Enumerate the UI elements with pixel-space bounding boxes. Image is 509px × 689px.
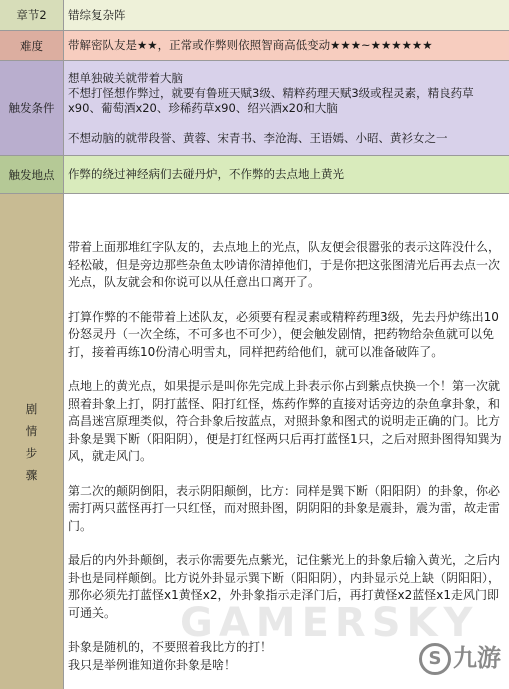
- trigger-condition-line: 不想打怪想作弊过，就要有鲁班天赋3级、精粹药理天赋3级或程灵素，精良药草x90、葡萄酒x20、珍稀药草x90、绍兴酒x20和大脑: [68, 86, 474, 115]
- chapter-value: 错综复杂阵: [64, 0, 509, 30]
- step-paragraph-note: 卦象是随机的，不要照着我比方的打！ 我只是举例谁知道你卦象是啥！: [68, 640, 273, 672]
- steps-label-char: 步: [25, 445, 38, 460]
- trigger-location-label: 触发地点: [0, 156, 64, 193]
- row-difficulty: [0, 31, 509, 61]
- step-paragraph: 带着上面那堆红字队友的，去点地上的光点，队友便会很嚣张的表示这阵没什么，轻松破，但是旁边那些杂鱼太吵请你清掉他们，于是你把这张图清光后再去点一次光点，队友就会和你说可以从任意出口离开了。: [68, 240, 501, 289]
- trigger-condition-line: 不想动脑的就带段誉、黄蓉、宋青书、李沧海、王语嫣、小昭、黄衫女之一: [68, 131, 448, 145]
- steps-label-char: 剧: [25, 401, 38, 416]
- steps-label-char: 骤: [25, 467, 38, 482]
- row-trigger-location: [0, 156, 509, 194]
- difficulty-value: 带解密队友是★★，正常或作弊则依照智商高低变动★★★~★★★★★★: [64, 31, 509, 60]
- steps-label: [0, 194, 64, 689]
- step-paragraph: 第二次的颠阴倒阳，表示阴阳颠倒，比方：同样是巽下断（阳阳阴）的卦象，你必需打两只蓝怪再打一只红怪，而对照卦图，阴阴阳的卦象是震卦，震为雷，故走雷门。: [68, 483, 501, 533]
- chapter-label: 章节2: [0, 0, 64, 30]
- step-paragraph: 点地上的黄光点，如果提示是叫你先完成上卦表示你占到紫点快换一个！第一次就照着卦象上打，阴打蓝怪、阳打红怪，炼药作弊的直接对话旁边的杂鱼拿卦象，和高昌迷宫原理类似，符合卦象后按蓝点，对照卦象和图式的说明走正确的门。比方卦象是巽下断（阳阳阴），便是打红怪两只后再打蓝怪1只，之后对照卦图得知巽为风，就走风门。: [68, 379, 502, 463]
- logo-text: 九游: [453, 644, 501, 672]
- trigger-location-value: 作弊的绕过神经病们去碰丹炉，不作弊的去点地上黄光: [64, 156, 509, 193]
- trigger-condition-label: 触发条件: [0, 61, 64, 155]
- trigger-condition-line: 想单独破关就带着大脑: [68, 71, 183, 85]
- steps-value: [64, 194, 509, 689]
- trigger-condition-value: [64, 61, 509, 155]
- step-paragraph: 最后的内外卦颠倒，表示你需要先点紫光，记住紫光上的卦象后输入黄光，之后内卦也是同样颠倒。比方说外卦显示巽下断（阳阳阴），内卦显示兑上缺（阴阳阳），那你必须先打蓝怪x1黄怪x2，外卦象指示走泽门后，再打黄怪x2蓝怪x1走风门即可通关。: [68, 553, 501, 620]
- difficulty-label: 难度: [0, 31, 64, 60]
- row-chapter: [0, 0, 509, 31]
- row-trigger-condition: [0, 61, 509, 156]
- logo-mark-icon: S: [419, 643, 451, 675]
- steps-label-char: 情: [25, 423, 38, 438]
- step-paragraph: 打算作弊的不能带着上述队友，必须要有程灵素或精粹药理3级，先去丹炉练出10份怒灵丹（一次全练，不可多也不可少），便会触发剧情，把药物给杂鱼就可以免打，接着再练10份清心明雪丸，同样把药给他们，就可以准备破阵了。: [68, 309, 499, 359]
- row-steps: [0, 194, 509, 689]
